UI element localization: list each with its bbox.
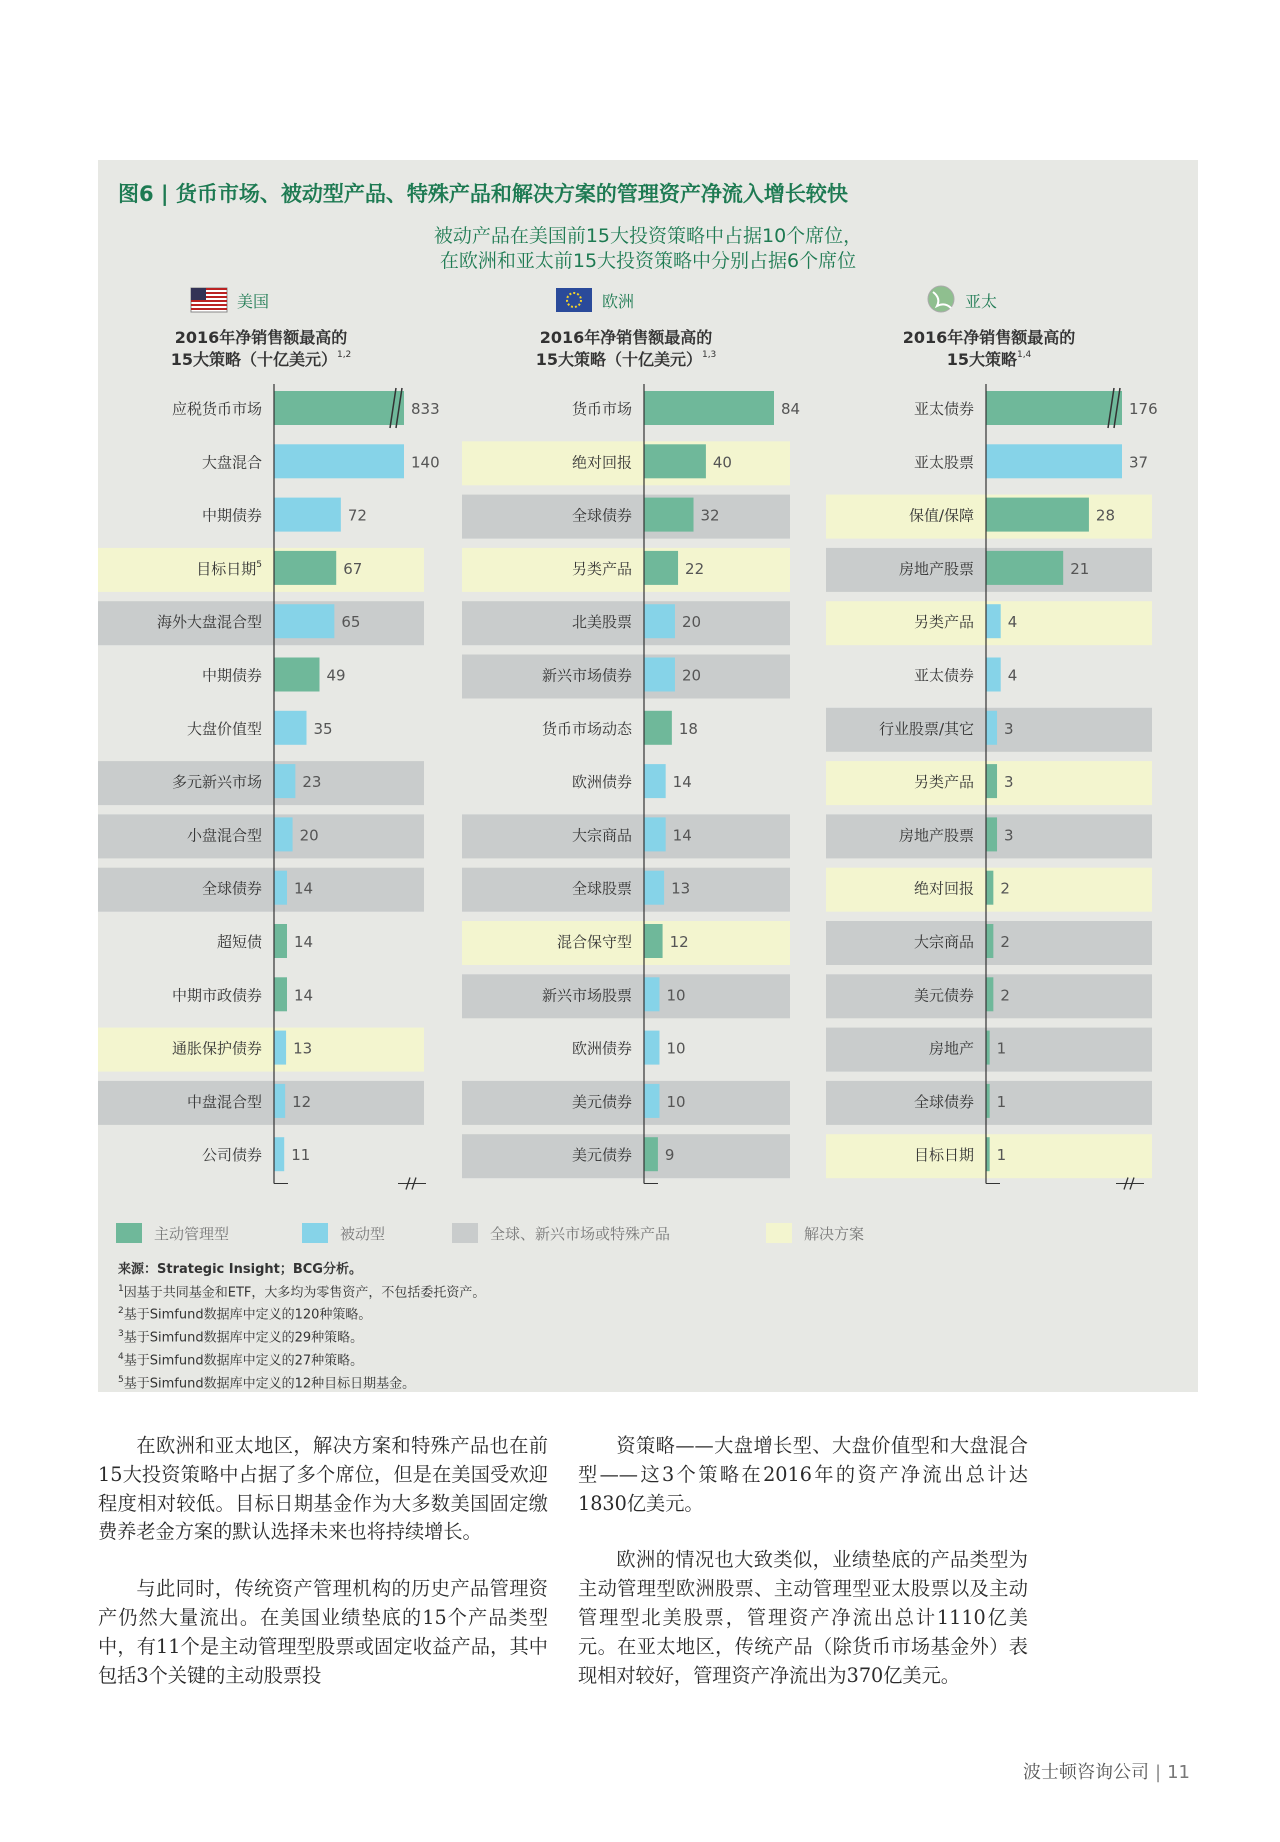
data-label: 1 [996,1092,1007,1111]
eu-flag-icon [556,288,592,312]
bar [274,817,293,851]
region-label: 亚太 [965,292,998,311]
footnote: $^3$基于Simfund数据库中定义的29种策略。 [118,1329,364,1346]
data-label: 4 [1007,666,1018,685]
bar [274,871,287,905]
category-label: 另类产品 [571,559,632,578]
category-label: 房地产 [928,1039,974,1058]
category-label: 大宗商品 [571,826,632,845]
region-label: 欧洲 [602,292,635,311]
bar [274,391,404,425]
category-label: 亚太股票 [913,453,974,472]
category-label: 行业股票/其它 [878,719,974,738]
category-label: 绝对回报 [571,453,632,472]
data-label: 140 [411,453,440,472]
body-paragraph: 在欧洲和亚太地区，解决方案和特殊产品也在前15大投资策略中占据了多个席位，但是在美国受欢迎程度相对较低。目标日期基金作为大多数美国固定缴费养老金方案的默认选择未来也将持续增长。 [98,1434,548,1544]
data-label: 9 [664,1146,675,1165]
bar [986,604,1001,638]
category-label: 另类产品 [913,613,974,632]
category-label: 全球债券 [571,506,632,525]
data-label: 2 [1000,986,1010,1005]
subtitle-line: 在欧洲和亚太前15大投资策略中分别占据6个席位 [439,250,857,272]
category-label: 超短债 [216,933,262,951]
bar [274,498,341,532]
panel-title: 2016年净销售额最高的 [539,328,713,347]
category-label: 房地产股票 [898,826,974,845]
data-label: 28 [1095,506,1116,525]
legend-item-active [116,1220,229,1246]
category-label: 中期债券 [201,666,262,685]
bar [274,1031,286,1065]
legend [116,1220,1176,1246]
body-paragraph: 与此同时，传统资产管理机构的历史产品管理资产仍然大量流出。在美国业绩垫底的15个产品类型中，有11个是主动管理型股票或固定收益产品，其中包括3个关键的主动股票投 [98,1577,548,1687]
data-label: 20 [299,826,319,845]
category-label: 大盘混合 [201,453,262,472]
data-label: 22 [685,559,705,578]
data-label: 833 [411,400,440,418]
bar-charts [98,160,1198,1392]
flag-stripe [191,300,227,302]
bar [274,764,295,798]
bar [274,711,307,745]
category-label: 欧洲债券 [571,773,632,792]
category-label: 中期市政债券 [171,986,262,1005]
bar [274,604,334,638]
bar [644,658,675,692]
data-label: 72 [347,506,367,525]
data-label: 67 [343,559,363,578]
bar [644,1137,658,1171]
category-label: 房地产股票 [898,559,974,578]
data-label: 1 [996,1039,1007,1058]
category-label: 北美股票 [571,613,632,632]
data-label: 3 [1004,826,1014,845]
body-text-left [98,1432,548,1718]
bar [986,817,997,851]
data-label: 4 [1007,613,1018,632]
figure-title: 图6 | 货币市场、被动型产品、特殊产品和解决方案的管理资产净流入增长较快 [118,182,848,206]
legend-label: 被动型 [340,1224,386,1243]
data-label: 49 [326,666,346,685]
data-label: 65 [341,613,361,632]
region-label: 美国 [237,292,270,311]
category-label: 混合保守型 [556,933,632,951]
data-label: 14 [294,986,314,1005]
panel-title: 15大策略（十亿美元）$^{1,3}$ [535,350,717,369]
data-label: 2 [1000,933,1010,951]
source-line: 来源：Strategic Insight；BCG分析。 [118,1262,362,1277]
legend-item-passive [302,1220,385,1246]
category-label: 绝对回报 [913,879,974,898]
bar [274,444,404,478]
bar [986,391,1122,425]
data-label: 12 [292,1092,312,1111]
category-label: 亚太债券 [913,666,974,685]
bar [274,977,287,1011]
bar [986,977,993,1011]
category-label: 货币市场 [571,400,632,418]
flag-canton [191,288,206,300]
data-label: 176 [1129,400,1158,418]
legend-swatch-specialty [452,1223,478,1243]
data-label: 10 [666,986,686,1005]
bar [644,711,672,745]
data-label: 1 [996,1146,1007,1165]
bar [986,924,993,958]
bar [644,924,663,958]
body-paragraph: 欧洲的情况也大致类似，业绩垫底的产品类型为主动管理型欧洲股票、主动管理型亚太股票以及主动管理型北美股票，管理资产净流出总计1110亿美元。在亚太地区，传统产品（除货币市场基金外）表现相对较好，管理资产净流出为370亿美元。 [578,1548,1028,1687]
data-label: 20 [681,666,702,685]
category-label: 货币市场动态 [541,719,632,738]
category-label: 中盘混合型 [186,1092,262,1111]
data-label: 37 [1129,453,1149,472]
data-label: 3 [1004,773,1014,792]
bar [644,871,664,905]
data-label: 2 [1000,879,1010,898]
category-label: 全球股票 [571,879,632,898]
flag-stripe [191,304,227,306]
legend-swatch-passive [302,1223,328,1243]
page-footer: 波士顿咨询公司 | 11 [1023,1762,1190,1783]
figure-panel [98,160,1198,1392]
data-label: 40 [712,453,732,472]
source-notes [118,1260,485,1394]
legend-label: 全球、新兴市场或特殊产品 [490,1224,671,1243]
panel-title: 15大策略（十亿美元）$^{1,2}$ [170,350,352,369]
category-label: 目标日期 [913,1146,974,1165]
category-label: 美元债券 [913,986,974,1005]
footnote: $^5$基于Simfund数据库中定义的12种目标日期基金。 [118,1374,416,1392]
data-label: 12 [669,933,689,951]
category-label: 全球债券 [913,1092,974,1111]
data-label: 14 [294,933,314,951]
data-label: 3 [1004,719,1014,738]
data-label: 13 [671,879,691,898]
footnote: $^4$基于Simfund数据库中定义的27种策略。 [118,1351,364,1369]
legend-swatch-solution [766,1223,792,1243]
bar [986,498,1089,532]
bar [644,1084,659,1118]
data-label: 18 [678,719,698,738]
bar [986,551,1063,585]
bar [274,1137,284,1171]
bar [274,924,287,958]
category-label: 中期债券 [201,506,262,525]
data-label: 10 [666,1092,686,1111]
bar [274,658,320,692]
footnote: $^1$因基于共同基金和ETF，大多均为零售资产，不包括委托资产。 [118,1283,486,1300]
bar [644,977,659,1011]
body-text-right [578,1432,1028,1718]
data-label: 10 [666,1039,686,1058]
bar [644,1031,659,1065]
bar [644,764,666,798]
category-label: 公司债券 [201,1146,262,1165]
data-label: 32 [700,506,720,525]
data-label: 84 [781,400,801,418]
panel-title: 2016年净销售额最高的 [902,328,1076,347]
bar [274,1084,285,1118]
legend-swatch-active [116,1223,142,1243]
bar [986,764,997,798]
company-name: 波士顿咨询公司 [1023,1762,1150,1783]
flag-stripe [191,308,227,310]
data-label: 21 [1070,559,1090,578]
bar [644,604,675,638]
bar [644,391,774,425]
bar [274,551,336,585]
data-label: 14 [294,879,314,898]
category-label: 亚太债券 [913,400,974,418]
category-label: 美元债券 [571,1146,632,1165]
category-label: 新兴市场股票 [541,986,632,1005]
bar [644,444,706,478]
legend-label: 解决方案 [804,1224,865,1243]
bar [644,498,694,532]
subtitle-line: 被动产品在美国前15大投资策略中占据10个席位， [433,225,863,247]
data-label: 14 [672,826,692,845]
legend-label: 主动管理型 [154,1224,230,1243]
bar [986,711,997,745]
data-label: 20 [681,613,702,632]
legend-item-solution [766,1220,864,1246]
category-label: 目标日期$^5$ [196,559,262,578]
footnote: $^2$基于Simfund数据库中定义的120种策略。 [118,1306,372,1323]
category-label: 全球债券 [201,879,262,898]
bar [644,817,666,851]
data-label: 11 [291,1146,311,1165]
category-label: 欧洲债券 [571,1039,632,1058]
data-label: 13 [293,1039,313,1058]
panel-title: 2016年净销售额最高的 [174,328,348,347]
category-label: 小盘混合型 [186,826,262,845]
bar [986,871,993,905]
category-label: 保值/保障 [908,506,974,525]
category-label: 应税货币市场 [171,400,262,418]
bar [644,551,678,585]
category-label: 通胀保护债券 [171,1039,262,1058]
category-label: 海外大盘混合型 [156,613,262,632]
category-label: 大宗商品 [913,933,974,951]
category-label: 多元新兴市场 [171,773,262,792]
category-label: 美元债券 [571,1092,632,1111]
body-paragraph: 资策略——大盘增长型、大盘价值型和大盘混合型——这3个策略在2016年的资产净流出总计达1830亿美元。 [578,1434,1028,1515]
bar [986,658,1001,692]
panel-title: 15大策略$^{1,4}$ [946,350,1032,369]
data-label: 14 [672,773,692,792]
data-label: 23 [302,773,322,792]
page-number: 11 [1167,1762,1190,1783]
category-label: 大盘价值型 [186,719,262,738]
category-label: 新兴市场债券 [541,666,632,685]
legend-item-specialty [452,1220,670,1246]
bar [986,444,1122,478]
data-label: 35 [313,719,333,738]
category-label: 另类产品 [913,773,974,792]
